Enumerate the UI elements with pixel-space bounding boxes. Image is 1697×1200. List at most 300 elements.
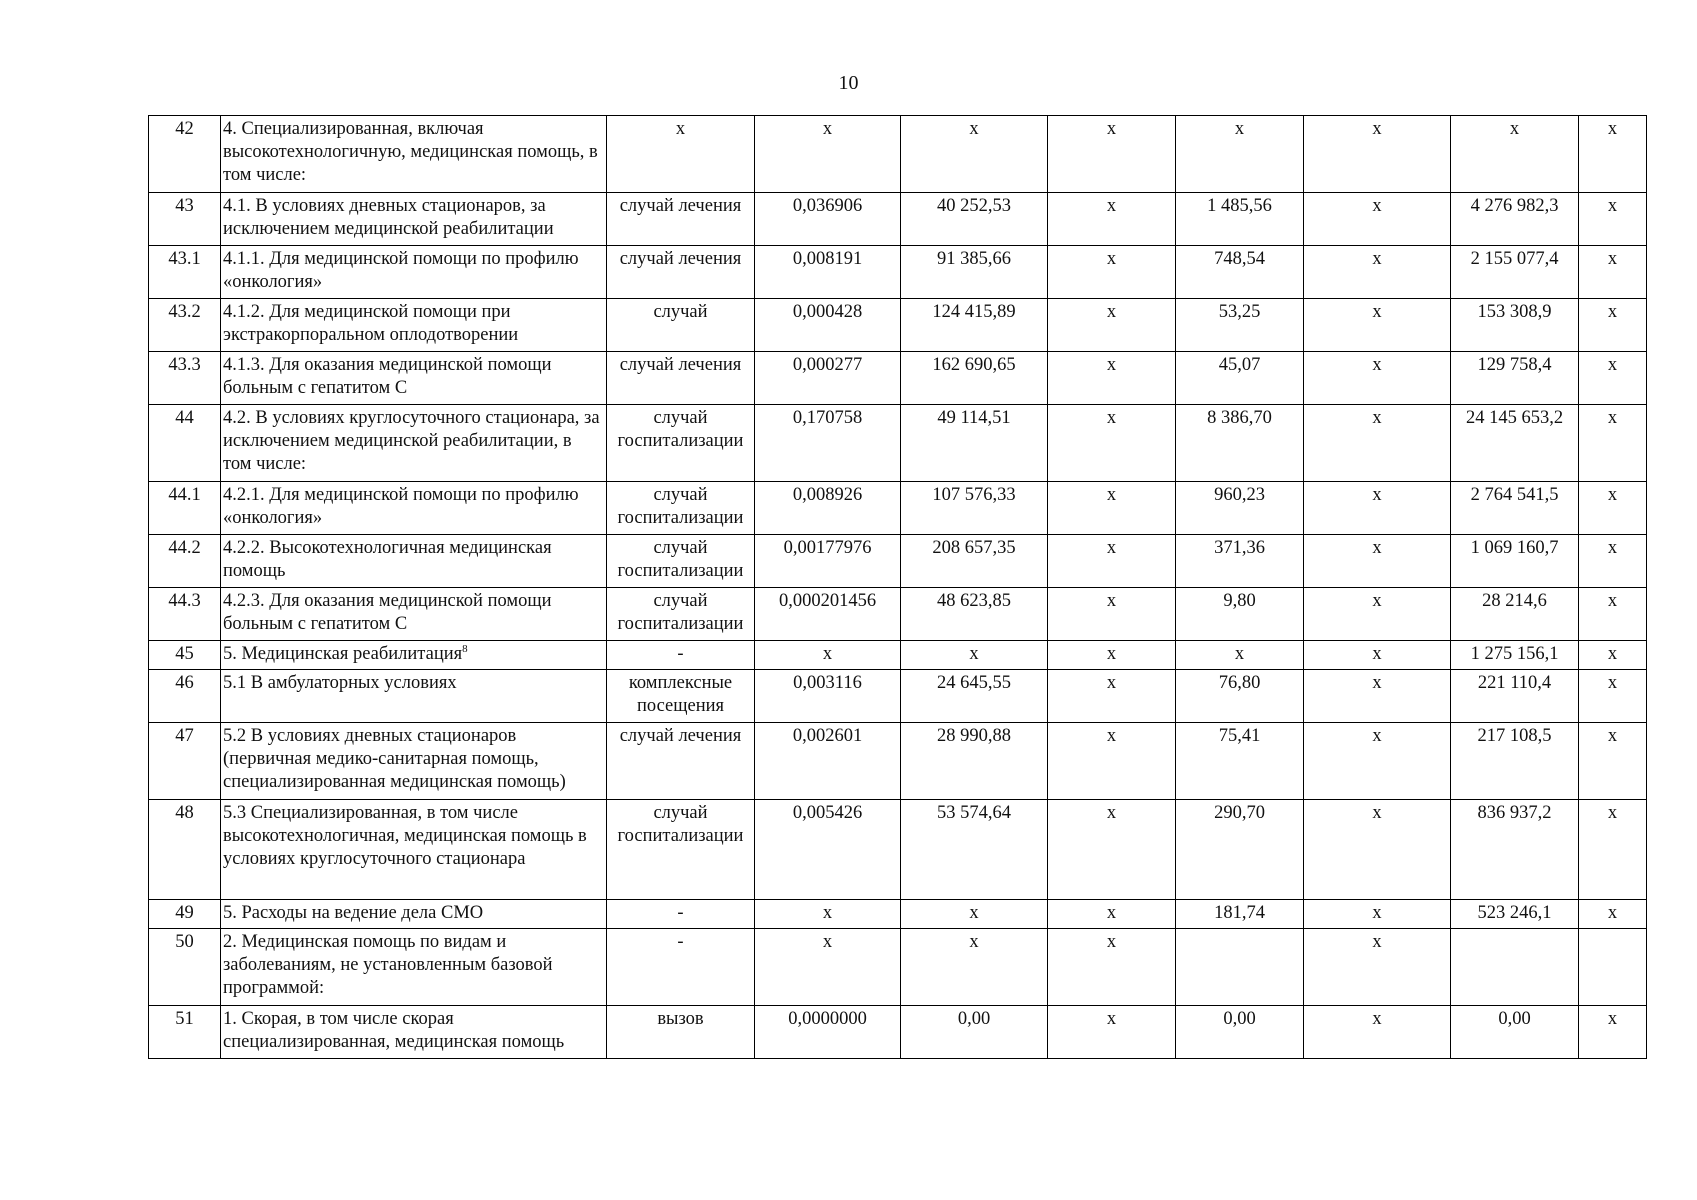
share-text: х: [1607, 355, 1618, 375]
unit-text: случай госпитализации: [617, 485, 744, 528]
row-number-text: 44.3: [168, 591, 201, 611]
oms-per-capita-cell: [1176, 193, 1304, 246]
share-text: х: [1607, 903, 1618, 923]
row-name-text: 4.2.2. Высокотехнологичная медицинская помощь: [223, 538, 552, 581]
row-number-cell: [149, 116, 221, 193]
budget-per-capita-cell: [1048, 405, 1176, 482]
unit-text: вызов: [657, 1009, 704, 1029]
oms-per-capita-text: 371,36: [1214, 538, 1265, 558]
unit-cell: [607, 929, 755, 1006]
row-number-cell: [149, 670, 221, 723]
oms-per-capita-cell: [1176, 482, 1304, 535]
budget-total-text: х: [1372, 1009, 1382, 1029]
row-name-text: 5.3 Специализированная, в том числе высокотехнологичная, медицинская помощь в условиях круглосуточного стационара: [223, 803, 587, 869]
norm-volume-cell: [755, 929, 901, 1006]
row-number-text: 44: [175, 408, 194, 428]
oms-total-text: 0,00: [1498, 1009, 1531, 1029]
row-number-cell: [149, 246, 221, 299]
row-name-cell: [221, 299, 607, 352]
oms-total-cell: [1451, 900, 1579, 929]
unit-cell: [607, 1006, 755, 1059]
row-number-text: 46: [175, 673, 194, 693]
norm-volume-text: 0,002601: [792, 726, 863, 746]
share-text: х: [1607, 644, 1618, 664]
row-number-text: 43.2: [168, 302, 201, 322]
table-row: [149, 352, 1647, 405]
row-number-cell: [149, 299, 221, 352]
norm-volume-text: 0,000201456: [778, 591, 877, 611]
share-cell: [1579, 723, 1647, 800]
row-name-text: 4.1.1. Для медицинской помощи по профилю «онкология»: [223, 249, 579, 292]
share-text: х: [1607, 249, 1618, 269]
budget-per-capita-cell: [1048, 535, 1176, 588]
budget-per-capita-cell: [1048, 588, 1176, 641]
norm-cost-cell: [901, 670, 1048, 723]
share-cell: [1579, 588, 1647, 641]
row-name-cell: [221, 116, 607, 193]
budget-per-capita-cell: [1048, 723, 1176, 800]
oms-per-capita-cell: [1176, 670, 1304, 723]
share-text: х: [1607, 119, 1618, 139]
row-name-text: 4.2.1. Для медицинской помощи по профилю «онкология»: [223, 485, 579, 528]
row-number-text: 43: [175, 196, 194, 216]
norm-volume-text: 0,005426: [792, 803, 863, 823]
norm-volume-cell: [755, 299, 901, 352]
budget-total-text: х: [1372, 803, 1382, 823]
norm-volume-text: х: [822, 932, 833, 952]
budget-total-cell: [1304, 535, 1451, 588]
norm-cost-cell: [901, 299, 1048, 352]
row-name-text: 4.1.2. Для медицинской помощи при экстракорпоральном оплодотворении: [223, 302, 519, 345]
unit-text: случай лечения: [619, 196, 742, 216]
norm-cost-text: 124 415,89: [932, 302, 1016, 322]
norm-volume-cell: [755, 482, 901, 535]
oms-per-capita-cell: [1176, 535, 1304, 588]
row-name-cell: [221, 246, 607, 299]
table-row: [149, 929, 1647, 1006]
oms-per-capita-cell: [1176, 116, 1304, 193]
norm-volume-cell: [755, 588, 901, 641]
budget-per-capita-text: х: [1106, 485, 1117, 505]
oms-per-capita-cell: [1176, 299, 1304, 352]
row-number-cell: [149, 405, 221, 482]
norm-volume-text: 0,0000000: [788, 1009, 867, 1029]
budget-per-capita-text: х: [1106, 932, 1117, 952]
oms-total-text: 836 937,2: [1477, 803, 1552, 823]
share-text: х: [1607, 302, 1618, 322]
table-row: [149, 299, 1647, 352]
row-name-text: 4.2. В условиях круглосуточного стационара, за исключением медицинской реабилитации, в том числе:: [223, 408, 600, 474]
table-row: [149, 723, 1647, 800]
budget-total-text: х: [1372, 302, 1382, 322]
norm-volume-cell: [755, 723, 901, 800]
unit-cell: [607, 900, 755, 929]
budget-total-text: х: [1372, 408, 1382, 428]
budget-total-cell: [1304, 900, 1451, 929]
row-number-cell: [149, 588, 221, 641]
share-cell: [1579, 800, 1647, 900]
budget-total-text: х: [1372, 644, 1382, 664]
norm-cost-text: х: [969, 119, 979, 139]
share-cell: [1579, 246, 1647, 299]
table-row: [149, 641, 1647, 670]
budget-total-cell: [1304, 193, 1451, 246]
unit-text: случай госпитализации: [617, 591, 744, 634]
budget-table: [148, 115, 1647, 1059]
norm-cost-cell: [901, 900, 1048, 929]
budget-total-cell: [1304, 246, 1451, 299]
table-row: [149, 482, 1647, 535]
row-name-cell: [221, 482, 607, 535]
share-cell: [1579, 641, 1647, 670]
norm-volume-cell: [755, 116, 901, 193]
row-name-cell: [221, 900, 607, 929]
budget-total-cell: [1304, 929, 1451, 1006]
share-cell: [1579, 482, 1647, 535]
oms-total-cell: [1451, 352, 1579, 405]
row-name-cell: [221, 193, 607, 246]
row-name-text: 5.2 В условиях дневных стационаров (первичная медико-санитарная помощь, специализированная медицинская помощь): [223, 726, 566, 792]
norm-cost-text: 162 690,65: [932, 355, 1016, 375]
row-name-text: 4. Специализированная, включая высокотехнологичную, медицинская помощь, в том числе:: [223, 119, 598, 185]
row-name-cell: [221, 588, 607, 641]
row-name-text: 4.1. В условиях дневных стационаров, за исключением медицинской реабилитации: [223, 196, 554, 239]
oms-per-capita-text: 748,54: [1214, 249, 1265, 269]
oms-per-capita-cell: [1176, 588, 1304, 641]
row-name-cell: [221, 1006, 607, 1059]
unit-text: случай лечения: [619, 726, 742, 746]
table-row: [149, 116, 1647, 193]
row-number-cell: [149, 352, 221, 405]
oms-total-cell: [1451, 299, 1579, 352]
oms-total-text: 1 069 160,7: [1470, 538, 1559, 558]
budget-per-capita-text: х: [1106, 408, 1117, 428]
oms-per-capita-text: 75,41: [1218, 726, 1261, 746]
row-number-text: 43.1: [168, 249, 201, 269]
budget-per-capita-text: х: [1106, 119, 1117, 139]
budget-per-capita-text: х: [1106, 355, 1117, 375]
norm-volume-cell: [755, 900, 901, 929]
unit-cell: [607, 535, 755, 588]
unit-text: комплексные посещения: [628, 673, 733, 716]
budget-total-cell: [1304, 641, 1451, 670]
row-number-text: 42: [175, 119, 194, 139]
row-number-cell: [149, 641, 221, 670]
norm-volume-text: 0,008191: [792, 249, 863, 269]
share-cell: [1579, 116, 1647, 193]
unit-cell: [607, 246, 755, 299]
oms-total-text: 2 155 077,4: [1470, 249, 1559, 269]
budget-per-capita-text: х: [1106, 249, 1117, 269]
row-number-text: 48: [175, 803, 194, 823]
oms-per-capita-cell: [1176, 800, 1304, 900]
norm-volume-cell: [755, 535, 901, 588]
row-name-text: 2. Медицинская помощь по видам и заболеваниям, не установленным базовой программой:: [223, 932, 553, 998]
norm-cost-text: 48 623,85: [937, 591, 1011, 611]
row-name-cell: [221, 405, 607, 482]
norm-cost-cell: [901, 535, 1048, 588]
oms-total-text: 24 145 653,2: [1465, 408, 1564, 428]
norm-volume-text: 0,008926: [792, 485, 863, 505]
budget-total-text: х: [1372, 249, 1382, 269]
norm-cost-cell: [901, 405, 1048, 482]
budget-per-capita-cell: [1048, 929, 1176, 1006]
oms-total-text: 1 275 156,1: [1470, 644, 1559, 664]
norm-cost-cell: [901, 800, 1048, 900]
norm-cost-text: 0,00: [957, 1009, 991, 1029]
share-text: х: [1607, 803, 1618, 823]
budget-per-capita-text: х: [1106, 591, 1117, 611]
share-cell: [1579, 900, 1647, 929]
share-cell: [1579, 193, 1647, 246]
oms-per-capita-cell: [1176, 405, 1304, 482]
row-number-text: 47: [175, 726, 194, 746]
unit-text: случай лечения: [619, 355, 742, 375]
row-name-text: 5. Медицинская реабилитация: [223, 644, 463, 664]
norm-cost-cell: [901, 929, 1048, 1006]
oms-per-capita-text: 76,80: [1218, 673, 1261, 693]
budget-per-capita-cell: [1048, 1006, 1176, 1059]
budget-total-cell: [1304, 116, 1451, 193]
budget-total-cell: [1304, 588, 1451, 641]
norm-cost-text: 208 657,35: [932, 538, 1016, 558]
budget-total-text: х: [1372, 355, 1382, 375]
budget-per-capita-cell: [1048, 193, 1176, 246]
row-name-text: 5. Расходы на ведение дела СМО: [223, 903, 484, 923]
share-cell: [1579, 1006, 1647, 1059]
oms-per-capita-cell: [1176, 246, 1304, 299]
oms-total-text: 217 108,5: [1477, 726, 1552, 746]
row-number-text: 51: [175, 1009, 194, 1029]
table-body: [149, 116, 1647, 1059]
oms-per-capita-text: 1 485,56: [1207, 196, 1272, 216]
norm-volume-cell: [755, 800, 901, 900]
row-number-text: 49: [175, 903, 194, 923]
oms-total-cell: [1451, 482, 1579, 535]
norm-cost-text: 28 990,88: [937, 726, 1011, 746]
oms-total-cell: [1451, 641, 1579, 670]
unit-text: случай госпитализации: [617, 408, 744, 451]
oms-total-cell: [1451, 405, 1579, 482]
budget-per-capita-text: х: [1106, 1009, 1117, 1029]
budget-per-capita-cell: [1048, 246, 1176, 299]
row-name-text: 5.1 В амбулаторных условиях: [223, 673, 457, 693]
norm-volume-cell: [755, 1006, 901, 1059]
norm-cost-cell: [901, 352, 1048, 405]
unit-cell: [607, 299, 755, 352]
budget-per-capita-cell: [1048, 670, 1176, 723]
budget-total-text: х: [1372, 591, 1382, 611]
norm-cost-cell: [901, 116, 1048, 193]
norm-volume-text: 0,00177976: [783, 538, 872, 558]
row-number-text: 44.2: [168, 538, 201, 558]
budget-total-cell: [1304, 723, 1451, 800]
oms-total-text: 153 308,9: [1477, 302, 1552, 322]
norm-cost-cell: [901, 723, 1048, 800]
oms-total-cell: [1451, 1006, 1579, 1059]
norm-volume-text: х: [822, 644, 833, 664]
norm-cost-cell: [901, 1006, 1048, 1059]
unit-text: -: [677, 644, 684, 664]
budget-total-cell: [1304, 352, 1451, 405]
unit-cell: [607, 352, 755, 405]
oms-total-text: 523 246,1: [1477, 903, 1552, 923]
oms-total-cell: [1451, 723, 1579, 800]
norm-cost-text: х: [969, 932, 979, 952]
unit-text: случай госпитализации: [617, 803, 744, 846]
norm-volume-cell: [755, 641, 901, 670]
row-number-cell: [149, 800, 221, 900]
unit-text: х: [675, 119, 686, 139]
budget-per-capita-text: х: [1106, 673, 1117, 693]
budget-per-capita-text: х: [1106, 803, 1117, 823]
budget-total-cell: [1304, 482, 1451, 535]
oms-per-capita-text: 181,74: [1214, 903, 1265, 923]
share-text: х: [1607, 196, 1618, 216]
norm-volume-cell: [755, 352, 901, 405]
oms-per-capita-text: 960,23: [1214, 485, 1265, 505]
oms-total-text: х: [1509, 119, 1520, 139]
oms-per-capita-text: 290,70: [1214, 803, 1265, 823]
oms-total-text: 28 214,6: [1482, 591, 1547, 611]
oms-total-cell: [1451, 588, 1579, 641]
budget-per-capita-cell: [1048, 482, 1176, 535]
budget-total-text: х: [1372, 196, 1382, 216]
oms-total-cell: [1451, 535, 1579, 588]
unit-cell: [607, 405, 755, 482]
norm-volume-text: 0,170758: [792, 408, 863, 428]
oms-total-cell: [1451, 670, 1579, 723]
oms-per-capita-cell: [1176, 1006, 1304, 1059]
share-text: х: [1607, 591, 1618, 611]
oms-per-capita-text: 53,25: [1218, 302, 1261, 322]
table-row: [149, 193, 1647, 246]
oms-per-capita-cell: [1176, 723, 1304, 800]
unit-cell: [607, 482, 755, 535]
budget-per-capita-cell: [1048, 299, 1176, 352]
oms-total-cell: [1451, 800, 1579, 900]
oms-total-text: 4 276 982,3: [1470, 196, 1559, 216]
norm-cost-text: 40 252,53: [937, 196, 1011, 216]
table-row: [149, 588, 1647, 641]
row-name-cell: [221, 641, 607, 670]
norm-cost-text: 49 114,51: [937, 408, 1011, 428]
share-text: х: [1607, 408, 1618, 428]
share-cell: [1579, 352, 1647, 405]
unit-cell: [607, 193, 755, 246]
norm-volume-text: х: [822, 903, 833, 923]
row-number-cell: [149, 900, 221, 929]
row-name-text: 1. Скорая, в том числе скорая специализированная, медицинская помощь: [223, 1009, 565, 1052]
row-number-text: 50: [175, 932, 194, 952]
norm-cost-text: 53 574,64: [937, 803, 1011, 823]
row-name-cell: [221, 800, 607, 900]
norm-cost-cell: [901, 588, 1048, 641]
row-number-cell: [149, 1006, 221, 1059]
page-number: 10: [838, 72, 859, 94]
share-cell: [1579, 929, 1647, 1006]
row-number-text: 44.1: [168, 485, 201, 505]
row-name-cell: [221, 670, 607, 723]
row-name-cell: [221, 723, 607, 800]
budget-per-capita-cell: [1048, 352, 1176, 405]
oms-total-cell: [1451, 246, 1579, 299]
norm-cost-text: 24 645,55: [937, 673, 1011, 693]
budget-per-capita-text: х: [1106, 644, 1117, 664]
row-name-text: 4.2.3. Для оказания медицинской помощи больным с гепатитом С: [223, 591, 552, 634]
oms-total-cell: [1451, 116, 1579, 193]
row-name-cell: [221, 352, 607, 405]
oms-per-capita-cell: [1176, 900, 1304, 929]
norm-volume-text: 0,000277: [792, 355, 863, 375]
row-number-cell: [149, 723, 221, 800]
budget-per-capita-text: х: [1106, 538, 1117, 558]
row-number-text: 43.3: [168, 355, 201, 375]
budget-total-text: х: [1372, 726, 1382, 746]
oms-per-capita-text: 9,80: [1223, 591, 1256, 611]
budget-total-cell: [1304, 299, 1451, 352]
share-cell: [1579, 670, 1647, 723]
budget-total-text: х: [1372, 485, 1382, 505]
norm-cost-cell: [901, 641, 1048, 670]
budget-per-capita-cell: [1048, 116, 1176, 193]
budget-total-text: х: [1372, 538, 1382, 558]
budget-total-cell: [1304, 670, 1451, 723]
budget-per-capita-text: х: [1106, 726, 1117, 746]
oms-per-capita-cell: [1176, 929, 1304, 1006]
oms-total-cell: [1451, 929, 1579, 1006]
budget-total-text: х: [1372, 932, 1382, 952]
budget-per-capita-text: х: [1106, 903, 1117, 923]
oms-per-capita-text: х: [1234, 644, 1245, 664]
share-text: х: [1607, 726, 1618, 746]
unit-text: -: [677, 932, 684, 952]
table-row: [149, 535, 1647, 588]
budget-total-text: х: [1372, 673, 1382, 693]
norm-cost-cell: [901, 246, 1048, 299]
table-row: [149, 246, 1647, 299]
norm-cost-cell: [901, 193, 1048, 246]
oms-per-capita-cell: [1176, 352, 1304, 405]
budget-per-capita-text: х: [1106, 302, 1117, 322]
row-name-cell: [221, 929, 607, 1006]
unit-cell: [607, 641, 755, 670]
norm-volume-cell: [755, 246, 901, 299]
share-text: х: [1607, 538, 1618, 558]
budget-per-capita-cell: [1048, 900, 1176, 929]
oms-total-text: 129 758,4: [1477, 355, 1552, 375]
footnote-marker: 8: [462, 642, 468, 655]
budget-total-cell: [1304, 800, 1451, 900]
share-cell: [1579, 405, 1647, 482]
oms-total-text: 2 764 541,5: [1470, 485, 1559, 505]
norm-volume-text: х: [822, 119, 833, 139]
budget-per-capita-cell: [1048, 641, 1176, 670]
budget-total-text: х: [1372, 903, 1382, 923]
table-row: [149, 800, 1647, 900]
norm-volume-cell: [755, 193, 901, 246]
row-number-cell: [149, 929, 221, 1006]
unit-text: случай лечения: [619, 249, 742, 269]
norm-cost-text: 107 576,33: [932, 485, 1016, 505]
oms-per-capita-cell: [1176, 641, 1304, 670]
norm-volume-cell: [755, 670, 901, 723]
norm-cost-text: х: [969, 644, 979, 664]
table-row: [149, 900, 1647, 929]
budget-total-cell: [1304, 405, 1451, 482]
budget-per-capita-text: х: [1106, 196, 1117, 216]
oms-per-capita-text: 45,07: [1218, 355, 1261, 375]
